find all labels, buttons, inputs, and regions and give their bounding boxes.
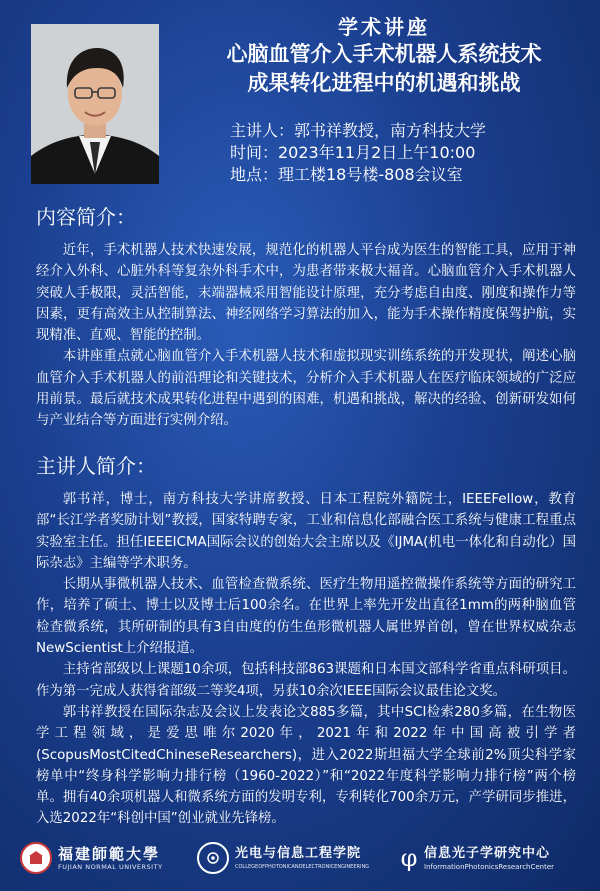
phi-icon: φ [400, 844, 418, 872]
college-name-en: COLLEGEOFPHOTONICANDELECTRONICENGINEERING [235, 863, 370, 870]
speaker-intro-text [36, 489, 576, 830]
lecture-title-line2: 成果转化进程中的机遇和挑战 [247, 71, 521, 95]
speaker-intro-paragraph-1: 郭书祥，博士，南方科技大学讲席教授、日本工程院外籍院士，IEEEFellow，教育部“长江学者奖励计划”教授，国家特聘专家，工业和信息化部融合医工系统与健康工程重点实验室主任。担任IEEEICMA国际会议的创始大会主席以及《IJMA(机电一体化和自动化）国际杂志》主编等学术职务。 [36, 492, 576, 571]
college-logo [197, 842, 369, 874]
time-line: 时间：2023年11月2日上午10:00 [230, 143, 476, 162]
location-line: 地点：理工楼18号楼-808会议室 [230, 165, 463, 184]
fjnu-logo [20, 842, 163, 874]
lecture-header [168, 14, 600, 98]
content-intro-heading: 内容简介： [36, 205, 136, 229]
research-center-name-en: InformationPhotonicsResearchCenter [424, 862, 555, 871]
content-intro-paragraph-2: 本讲座重点就心脑血管介入手术机器人技术和虚拟现实训练系统的开发现状，阐述心脑血管介入手术机器人的前沿理论和关键技术，分析介入手术机器人在医疗临床领域的广泛应用前景。最后就技术成果转化进程中遇到的困难，机遇和挑战，解决的经验、创新研发如何与产业结合等方面进行实例介绍。 [36, 349, 576, 429]
lecture-meta [230, 120, 486, 186]
speaker-intro-paragraph-3: 主持省部级以上课题10余项，包括科技部863课题和日本国文部科学省重点科研项目。作为第一完成人获得省部级二等奖4项，另获10余次IEEE国际会议最佳论文奖。 [36, 662, 576, 699]
speaker-line: 主讲人：郭书祥教授，南方科技大学 [230, 121, 487, 140]
speaker-intro-paragraph-2: 长期从事微机器人技术、血管检查微系统、医疗生物用遥控微操作系统等方面的研究工作，培养了硕士、博士以及博士后100余名。在世界上率先开发出直径1mm的两种脑血管检查微系统，其所研制的具有3自由度的仿生鱼形微机器人属世界首创，曾在世界权威杂志NewScientist上介绍报道。 [36, 577, 576, 657]
research-center-name-zh: 信息光子学研究中心 [424, 845, 551, 861]
lecture-kicker: 学术讲座 [338, 15, 430, 39]
college-name-zh: 光电与信息工程学院 [235, 845, 362, 861]
content-intro-paragraph-1: 近年，手术机器人技术快速发展，规范化的机器人平台成为医生的智能工具，应用于神经介入外科、心脏外科等复杂外科手术中，为患者带来极大福音。心脑血管介入手术机器人突破人手极限，灵活智能，末端器械采用智能设计原理，充分考虑自由度、刚度和操作力等因素，更有高效主从控制算法、神经网络学习算法的加入，能为手术操作精度保驾护航，实现精准、直观、智能的控制。 [36, 243, 576, 344]
speaker-intro-heading: 主讲人简介： [36, 454, 156, 478]
speaker-photo [31, 24, 159, 184]
content-intro-text [36, 240, 576, 432]
fjnu-name-en: FUJIAN NORMAL UNIVERSITY [58, 862, 163, 871]
fjnu-name-zh: 福建師範大學 [58, 844, 161, 863]
speaker-intro-paragraph-4: 郭书祥教授在国际杂志及会议上发表论文885多篇，其中SCI检索280多篇，在生物医学工程领域，是爱思唯尔2020年，2021年和2022年中国高被引学者(ScopusMostCitedChineseResearchers)，进入2022斯坦福大学全球前2%顶尖科学家榜单中“终身科学影响力排行榜（1960-2022）”和“2022年度科学影响力排行榜”两个榜单。拥有40余项机器人和微系统方面的发明专利，专利转化700余万元，产学研同步推进，入选2022年“科创中国”创业就业先锋榜。 [36, 704, 576, 827]
college-seal-icon [197, 842, 229, 874]
lecture-title-line1: 心脑血管介入手术机器人系统技术 [226, 42, 542, 66]
footer-logos [0, 836, 600, 891]
fjnu-seal-icon [20, 842, 52, 874]
research-center-logo [398, 842, 554, 874]
